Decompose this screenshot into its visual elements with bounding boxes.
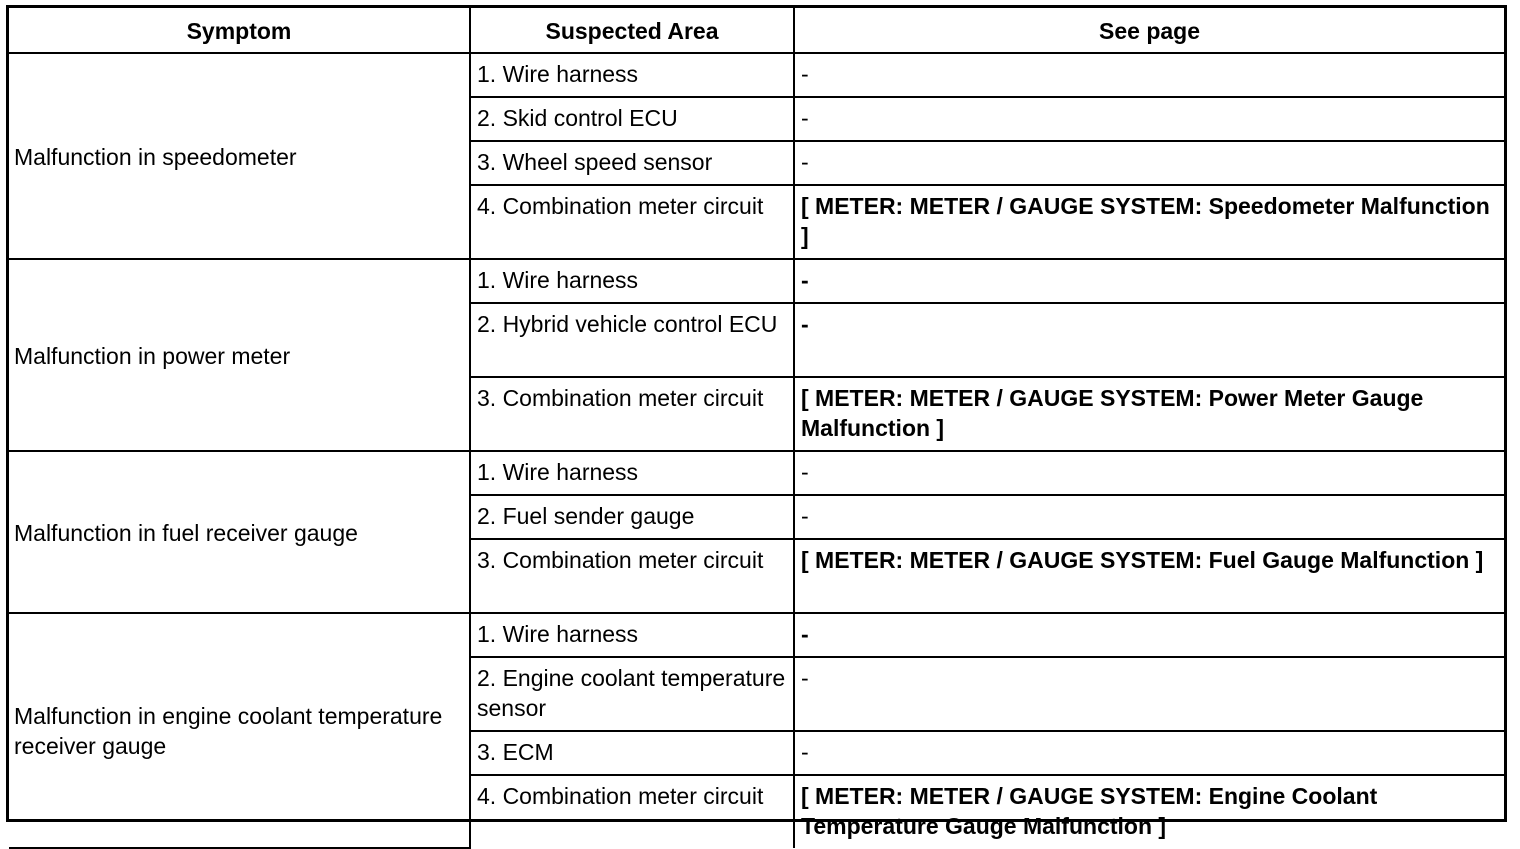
suspected-area-cell: 1. Wire harness: [470, 451, 794, 495]
header-suspected-area: Suspected Area: [470, 8, 794, 53]
see-page-cell: -: [794, 495, 1504, 539]
header-symptom: Symptom: [9, 8, 470, 53]
see-page-cell: -: [794, 657, 1504, 731]
suspected-area-cell: 3. Combination meter circuit: [470, 539, 794, 613]
suspected-area-cell: 2. Skid control ECU: [470, 97, 794, 141]
suspected-area-cell: 3. Combination meter circuit: [470, 377, 794, 451]
see-page-cell: -: [794, 141, 1504, 185]
table-row: [9, 451, 1504, 495]
see-page-cell: -: [794, 613, 1504, 657]
suspected-area-cell: 1. Wire harness: [470, 613, 794, 657]
see-page-cell: [ METER: METER / GAUGE SYSTEM: Power Meter Gauge Malfunction ]: [794, 377, 1504, 451]
suspected-area-cell: 3. Wheel speed sensor: [470, 141, 794, 185]
table-body: [9, 53, 1504, 848]
see-page-cell: -: [794, 731, 1504, 775]
symptom-cell: Malfunction in power meter: [9, 259, 470, 451]
table-row: [9, 613, 1504, 657]
suspected-area-cell: 2. Fuel sender gauge: [470, 495, 794, 539]
table-row: [9, 53, 1504, 97]
suspected-area-cell: 1. Wire harness: [470, 259, 794, 303]
see-page-cell: [ METER: METER / GAUGE SYSTEM: Engine Coolant Temperature Gauge Malfunction ]: [794, 775, 1504, 848]
header-row: [9, 8, 1504, 53]
suspected-area-cell: 3. ECM: [470, 731, 794, 775]
see-page-cell: -: [794, 451, 1504, 495]
symptom-cell: Malfunction in engine coolant temperature receiver gauge: [9, 613, 470, 848]
symptom-table: [9, 8, 1504, 849]
suspected-area-cell: 2. Engine coolant temperature sensor: [470, 657, 794, 731]
symptom-cell: Malfunction in fuel receiver gauge: [9, 451, 470, 613]
see-page-cell: [ METER: METER / GAUGE SYSTEM: Fuel Gauge Malfunction ]: [794, 539, 1504, 613]
suspected-area-cell: 4. Combination meter circuit: [470, 775, 794, 848]
see-page-cell: -: [794, 303, 1504, 377]
see-page-cell: [ METER: METER / GAUGE SYSTEM: Speedometer Malfunction ]: [794, 185, 1504, 259]
table-row: [9, 259, 1504, 303]
see-page-cell: -: [794, 97, 1504, 141]
header-see-page: See page: [794, 8, 1504, 53]
see-page-cell: -: [794, 259, 1504, 303]
suspected-area-cell: 2. Hybrid vehicle control ECU: [470, 303, 794, 377]
suspected-area-cell: 1. Wire harness: [470, 53, 794, 97]
suspected-area-cell: 4. Combination meter circuit: [470, 185, 794, 259]
symptom-cell: Malfunction in speedometer: [9, 53, 470, 259]
see-page-cell: -: [794, 53, 1504, 97]
symptom-table-frame: [6, 5, 1507, 839]
